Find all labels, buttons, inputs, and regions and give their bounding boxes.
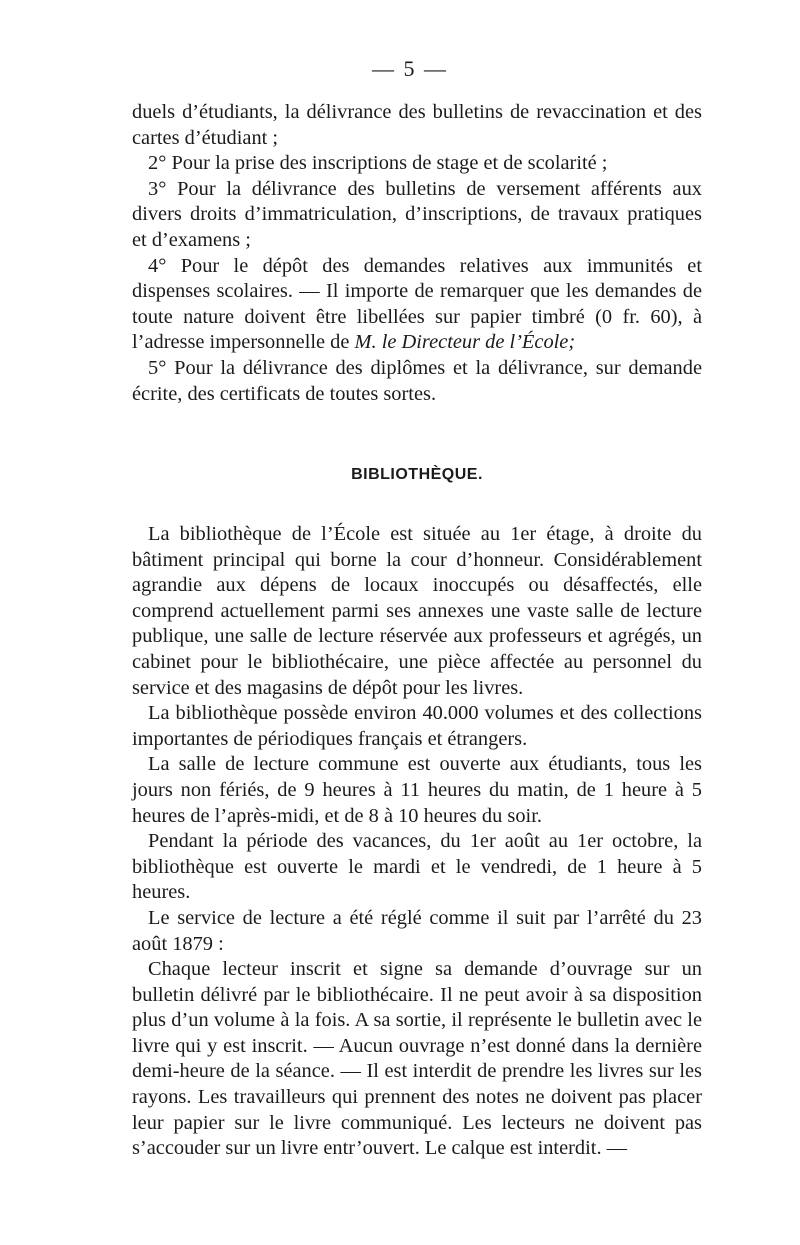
library-text-block <box>132 522 702 1162</box>
paragraph-with-italic <box>132 254 702 356</box>
paragraph: 3° Pour la délivrance des bulletins de versement afférents aux divers droits d’immatriculation, d’inscriptions, de travaux pratiques et d’examens ; <box>132 177 702 251</box>
paragraph: duels d’étudiants, la délivrance des bulletins de revaccination et des cartes d’étudiant ; <box>132 101 702 149</box>
paragraph: Chaque lecteur inscrit et signe sa demande d’ouvrage sur un bulletin délivré par le bibliothécaire. Il ne peut avoir à sa disposition plus d’un volume à la fois. A sa sortie, il représente le bulletin avec le livre qui y est inscrit. — Aucun ouvrage n’est donné dans la dernière demi-heure de la séance. — Il est interdit de prendre les livres sur les rayons. Les travailleurs qui prennent des notes ne doivent pas placer leur papier sur le livre communiqué. Les lecteurs ne doivent pas s’accouder sur un livre entr’ouvert. Le calque est interdit. — <box>132 958 702 1160</box>
paragraph: 2° Pour la prise des inscriptions de stage et de scolarité ; <box>148 152 608 175</box>
italic-address: M. le Directeur de l’École; <box>354 331 576 354</box>
section-title: BIBLIOTHÈQUE. <box>351 466 483 483</box>
paragraph: 5° Pour la délivrance des diplômes et la délivrance, sur demande écrite, des certificats de toutes sortes. <box>132 356 702 405</box>
paragraph: Pendant la période des vacances, du 1er août au 1er octobre, la bibliothèque est ouverte le mardi et le vendredi, de 1 heure à 5 heures. <box>132 830 702 904</box>
paragraph-text: 4° Pour le dépôt des demandes relatives aux immunités et dispenses scolaires. — Il importe de remarquer que les demandes de toute nature doivent être libellées sur papier timbré (0 fr. 60), à l’adresse impersonnelle de <box>132 254 702 354</box>
paragraph: La salle de lecture commune est ouverte aux étudiants, tous les jours non fériés, de 9 heures à 11 heures du matin, de 1 heure à 5 heures de l’après-midi, et de 8 à 10 heures du soir. <box>132 753 702 827</box>
top-text-block <box>132 100 702 407</box>
paragraph: La bibliothèque de l’École est située au 1er étage, à droite du bâtiment principal qui borne la cour d’honneur. Considérablement agrandie aux dépens de locaux inoccupés ou désaffectés, elle comprend actuellement parmi ses annexes une vaste salle de lecture publique, une salle de lecture réservée aux professeurs et agrégés, un cabinet pour le bibliothécaire, une pièce affectée au personnel du service et des magasins de dépôt pour les livres. <box>132 523 702 699</box>
paragraph: La bibliothèque possède environ 40.000 volumes et des collections importantes de périodiques français et étrangers. <box>132 702 702 750</box>
paragraph: Le service de lecture a été réglé comme il suit par l’arrêté du 23 août 1879 : <box>132 906 702 955</box>
page-number: — 5 — <box>372 56 448 81</box>
